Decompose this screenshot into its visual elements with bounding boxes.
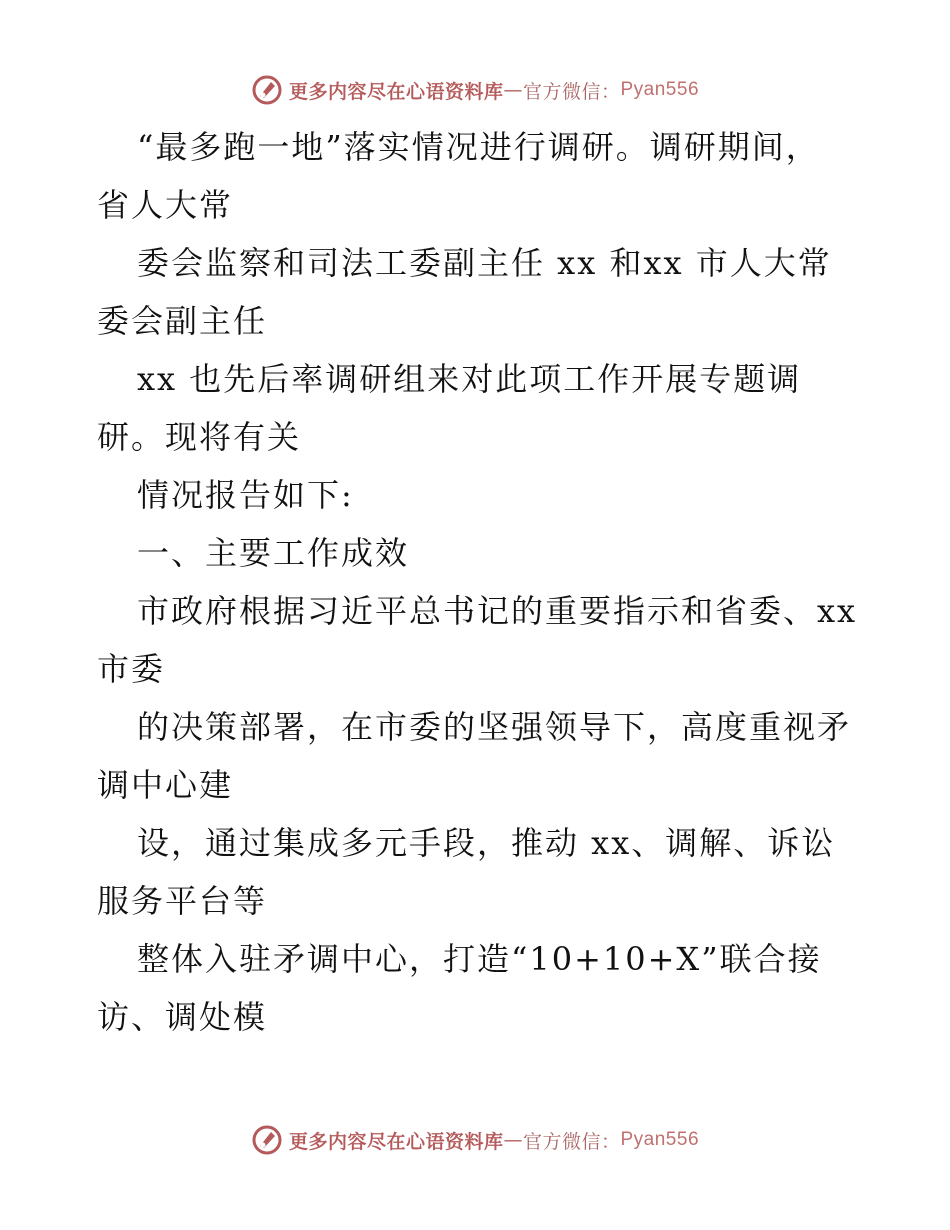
watermark-main-text: 更多内容尽在心语资料库 [288,1130,504,1153]
watermark-wechat-id: Pyan556 [620,79,700,100]
text-line: “最多跑一地”落实情况进行调研。调研期间， [137,128,820,166]
text-line: 的决策部署，在市委的坚强领导下，高度重视矛 [137,708,852,746]
text-line: 访、调处模 [97,998,268,1036]
text-line: 委会监察和司法工委副主任 xx 和xx 市人大常 [137,244,832,282]
text-line: 服务平台等 [97,882,268,920]
text-line: 省人大常 [97,186,234,224]
watermark-sub-text: 官方微信： [522,80,621,103]
text-line: xx 也先后率调研组来对此项工作开展专题调 [137,360,802,398]
section-heading: 一、主要工作成效 [137,534,410,572]
text-line: 调中心建 [97,766,234,804]
watermark-dash: — [503,79,523,101]
text-line: 市政府根据习近平总书记的重要指示和省委、xx [137,592,858,630]
text-line: 研。现将有关 [97,418,302,456]
document-body [97,118,857,1046]
watermark-sub-text: 官方微信： [522,1130,621,1153]
text-line: 设，通过集成多元手段，推动 xx、调解、诉讼 [137,824,836,862]
brand-logo-icon [251,74,283,106]
watermark-wechat-id: Pyan556 [620,1129,700,1150]
footer-watermark [0,1120,950,1160]
header-watermark [0,70,950,110]
text-line: 委会副主任 [97,302,268,340]
text-line: 整体入驻矛调中心，打造“10+10+X”联合接 [137,940,822,978]
text-line: 市委 [97,650,166,688]
brand-logo-icon [251,1124,283,1156]
watermark-main-text: 更多内容尽在心语资料库 [288,80,504,103]
text-line: 情况报告如下: [137,476,354,514]
watermark-dash: — [503,1129,523,1151]
